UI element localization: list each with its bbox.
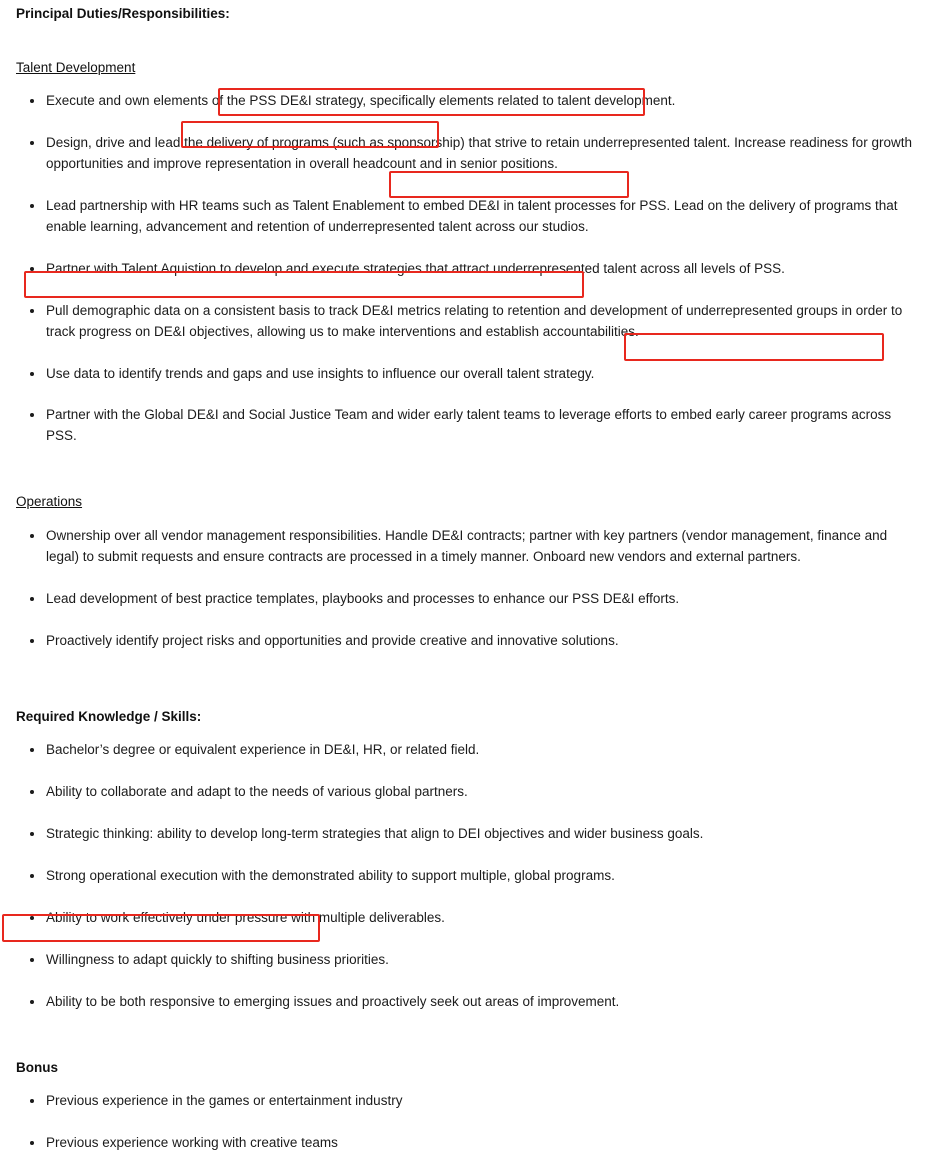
list-item: Previous experience in the games or entertainment industry	[16, 1091, 921, 1112]
list-item: Lead partnership with HR teams such as Talent Enablement to embed DE&I in talent processes for PSS. Lead on the delivery of programs that enable learning, advancement and retention of underrepresented talent across our studios.	[16, 196, 921, 238]
list-item: Lead development of best practice templates, playbooks and processes to enhance our PSS DE&I efforts.	[16, 589, 921, 610]
list-item: Ability to work effectively under pressure with multiple deliverables.	[16, 908, 921, 929]
list-item: Partner with the Global DE&I and Social Justice Team and wider early talent teams to leverage efforts to embed early career programs across PSS.	[16, 405, 921, 447]
list-item: Willingness to adapt quickly to shifting business priorities.	[16, 950, 921, 971]
section-heading-operations: Operations	[16, 494, 83, 510]
list-item: Use data to identify trends and gaps and use insights to influence our overall talent strategy.	[16, 364, 921, 385]
list-item: Design, drive and lead the delivery of programs (such as sponsorship) that strive to retain underrepresented talent. Increase readiness for growth opportunities and improve representation in overall headcount and in senior positions.	[16, 133, 921, 175]
list-talent-development	[16, 91, 921, 447]
list-item: Partner with Talent Aquistion to develop and execute strategies that attract underrepresented talent across all levels of PSS.	[16, 259, 921, 280]
list-item: Strong operational execution with the demonstrated ability to support multiple, global programs.	[16, 866, 921, 887]
section-heading-talent-development: Talent Development	[16, 59, 136, 75]
section-heading-required-knowledge-skills: Required Knowledge / Skills:	[16, 708, 202, 724]
list-item: Ownership over all vendor management responsibilities. Handle DE&I contracts; partner with key partners (vendor management, finance and legal) to submit requests and ensure contracts are processed in a timely manner. Onboard new vendors and external partners.	[16, 526, 921, 568]
list-operations	[16, 526, 921, 652]
list-bonus	[16, 1091, 921, 1154]
list-item: Proactively identify project risks and opportunities and provide creative and innovative solutions.	[16, 631, 921, 652]
section-heading-bonus: Bonus	[16, 1059, 58, 1075]
list-item: Bachelor’s degree or equivalent experience in DE&I, HR, or related field.	[16, 740, 921, 761]
list-item: Previous experience working with creative teams	[16, 1133, 921, 1154]
list-item: Ability to be both responsive to emerging issues and proactively seek out areas of improvement.	[16, 992, 921, 1013]
list-item: Pull demographic data on a consistent basis to track DE&I metrics relating to retention and development of underrepresented groups in order to track progress on DE&I objectives, allowing us to make interventions and establish accountabilities.	[16, 301, 921, 343]
list-item: Strategic thinking: ability to develop long-term strategies that align to DEI objectives and wider business goals.	[16, 824, 921, 845]
list-item: Ability to collaborate and adapt to the needs of various global partners.	[16, 782, 921, 803]
page-title: Principal Duties/Responsibilities:	[16, 6, 230, 21]
list-item: Execute and own elements of the PSS DE&I strategy, specifically elements related to talent development.	[16, 91, 921, 112]
list-required-knowledge-skills	[16, 740, 921, 1012]
